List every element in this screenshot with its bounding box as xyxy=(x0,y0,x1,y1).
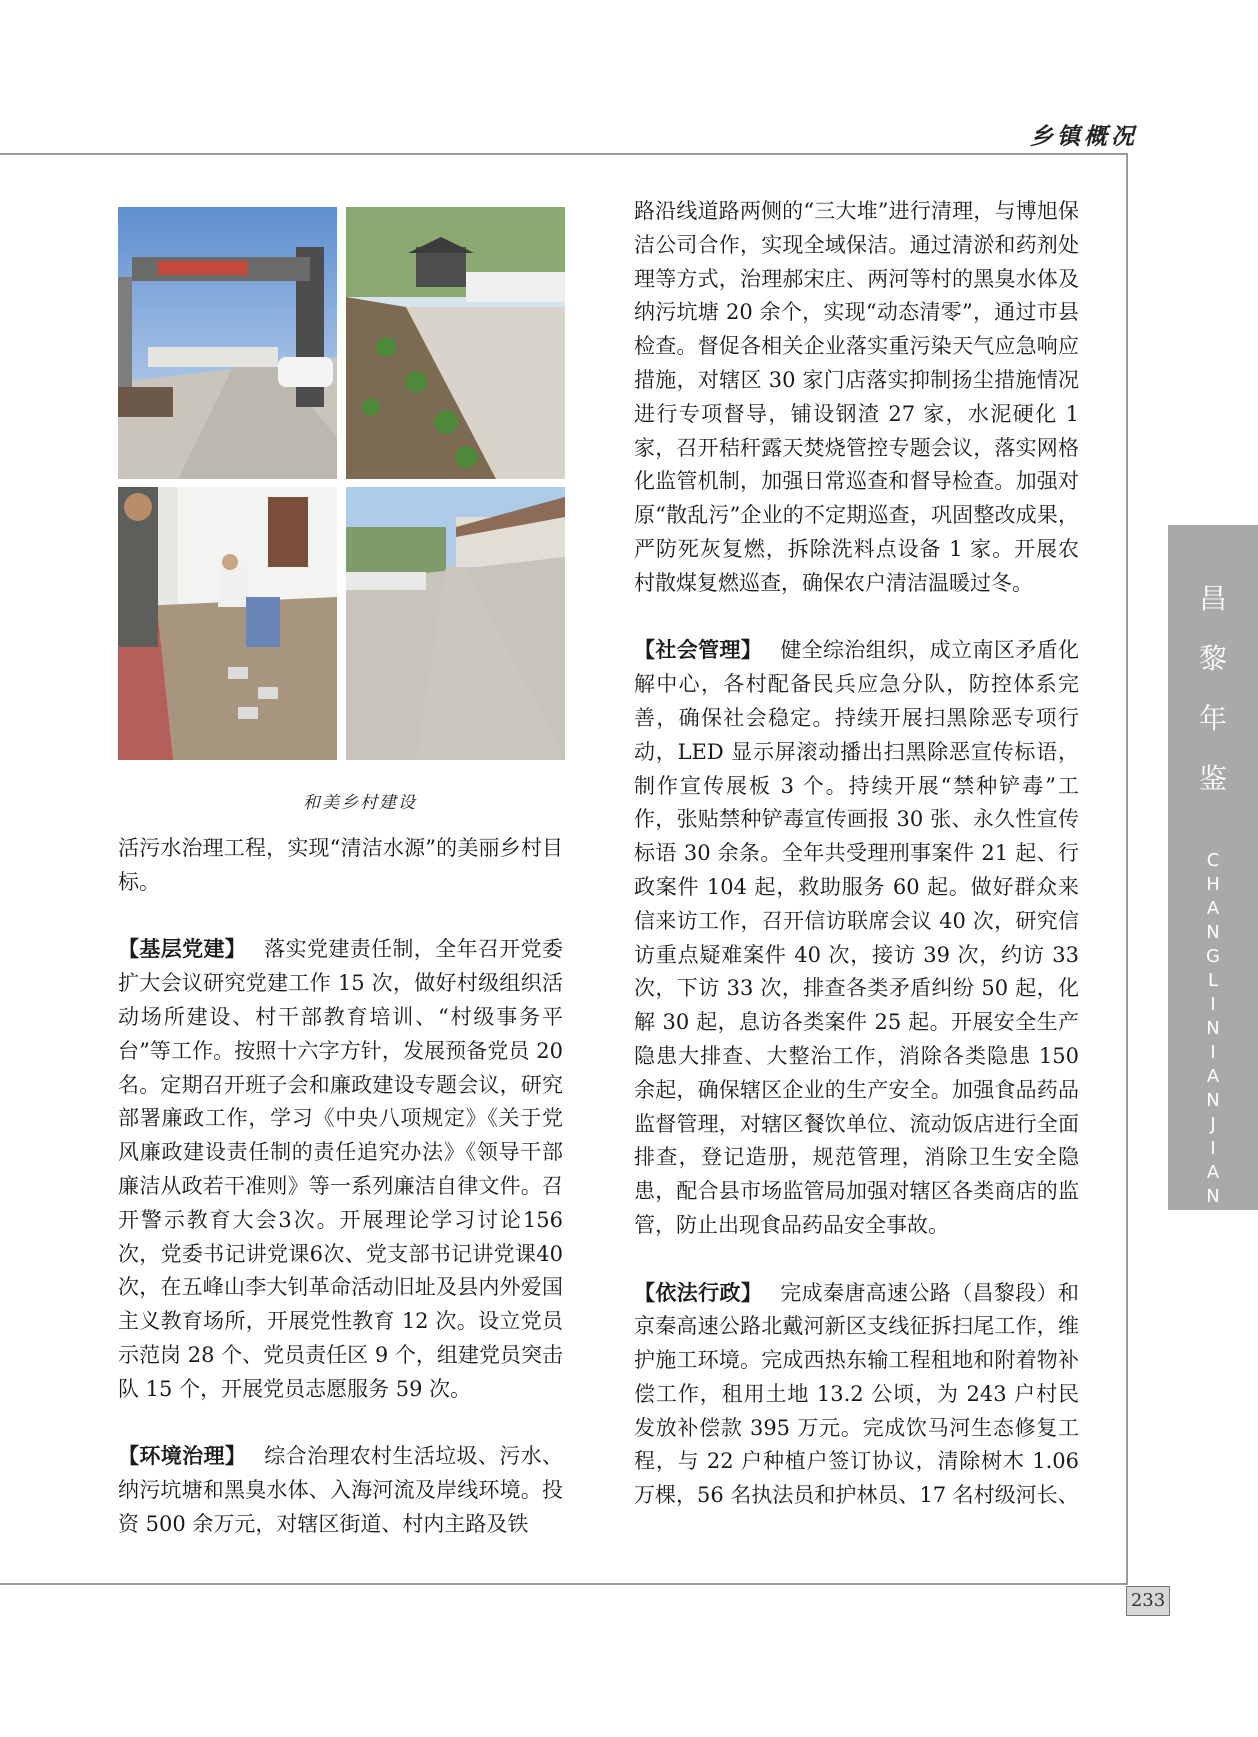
side-letter: I xyxy=(1210,1042,1216,1063)
section-text: 综合治理农村生活垃圾、污水、纳污坑塘和黑臭水体、入海河流及岸线环境。投资 500 余万元，对辖区街道、村内主路及铁 xyxy=(118,1444,564,1536)
photo-paving-work xyxy=(118,487,337,760)
section-text: 健全综治组织，成立南区矛盾化解中心，各村配备民兵应急分队，防控体系完善，确保社会稳定。持续开展扫黑除恶专项行动，LED 显示屏滚动播出扫黑除恶宣传标语，制作宣传展板 3 个。持续开展“禁种铲毒”工作，张贴禁种铲毒宣传画报 30 张、永久性宣传标语 30 余条。全年共受理刑事案件 21 起、行政案件 104 起，救助服务 60 起。做好群众来信来访工作，召开信访联席会议 40 次，研究信访重点疑难案件 40 次，接访 39 次，约访 33 次，下访 33 次，排查各类矛盾纠纷 50 起，化解 30 起，息访各类案件 25 起。开展安全生产隐患大排查、大整治工作，消除各类隐患 150 余起，确保辖区企业的生产安全。加强食品药品监督管理，对辖区餐饮单位、流动饭店进行全面排查，登记造册，规范管理，消除卫生安全隐患，配合县市场监管局加强对辖区各类商店的监管，防止出现食品药品安全事故。 xyxy=(634,638,1080,1237)
side-letter: C xyxy=(1206,850,1220,871)
left-column xyxy=(118,832,563,1542)
side-letter: A xyxy=(1206,1162,1220,1183)
side-letter: N xyxy=(1206,922,1220,943)
side-char: 年 xyxy=(1198,702,1227,735)
section-text: 落实党建责任制，全年召开党委扩大会议研究党建工作 15 次，做好村级组织活动场所建设、村干部教育培训、“村级事务平台”等工作。按照十六字方针，发展预备党员 20 名。定期召开班子会和廉政建设专题会议，研究部署廉政工作，学习《中央八项规定》《关于党风廉政建设责任制的责任追究办法》《领导干部廉洁从政若干准则》等一系列廉洁自律文件。召开警示教育大会3次。开展理论学习讨论156次，党委书记讲党课6次、党支部书记讲党课40次，在五峰山李大钊革命活动旧址及县内外爱国主义教育场所，开展党性教育 12 次。设立党员示范岗 28 个、党员责任区 9 个，组建党员突击队 15 个，开展党员志愿服务 59 次。 xyxy=(118,937,564,1401)
right-frame-rule xyxy=(1126,153,1128,1585)
side-tab-chinese xyxy=(1168,577,1258,817)
photo-village-gate xyxy=(118,207,337,479)
side-letter: L xyxy=(1207,970,1219,991)
side-letter: N xyxy=(1206,1018,1220,1039)
side-letter: I xyxy=(1210,1138,1216,1159)
photo-village-road xyxy=(346,487,565,760)
photo-roadside-greenbelt xyxy=(346,207,565,479)
side-letter: H xyxy=(1206,874,1220,895)
section-heading: 【环境治理】 xyxy=(118,1444,247,1469)
photo-caption: 和美乡村建设 xyxy=(303,793,417,813)
section-text: 完成秦唐高速公路（昌黎段）和京秦高速公路北戴河新区支线征拆扫尾工作，维护施工环境。完成西热东输工程租地和附着物补偿工作，租用土地 13.2 公顷，为 243 户村民发放补偿款 395 万元。完成饮马河生态修复工程，与 22 户种植户签订协议，清除树木 1.06 万棵，56 名执法员和护林员、17 名村级河长、 xyxy=(634,1280,1080,1508)
side-letter: N xyxy=(1206,1090,1220,1111)
bottom-rule xyxy=(0,1583,1128,1585)
right-column xyxy=(634,195,1079,1513)
section-social-management xyxy=(634,634,1079,1242)
side-letter: A xyxy=(1206,898,1220,919)
side-char: 黎 xyxy=(1198,642,1227,675)
section-law-administration xyxy=(634,1277,1079,1514)
section-heading: 【依法行政】 xyxy=(634,1280,763,1305)
page-number: 233 xyxy=(1126,1586,1170,1616)
section-environment xyxy=(118,1440,563,1541)
side-letter: I xyxy=(1210,994,1216,1015)
side-letter: A xyxy=(1206,1066,1220,1087)
continued-paragraph: 活污水治理工程，实现“清洁水源”的美丽乡村目标。 xyxy=(118,836,563,894)
continued-paragraph: 路沿线道路两侧的“三大堆”进行清理，与博旭保洁公司合作，实现全域保洁。通过清淤和药剂处理等方式，治理郝宋庄、两河等村的黑臭水体及纳污坑塘 20 余个，实现“动态清零”，通过市县检查。督促各相关企业落实重污染天气应急响应措施，对辖区 30 家门店落实抑制扬尘措施情况进行专项督导，铺设钢渣 27 家，水泥硬化 1 家，召开秸秆露天焚烧管控专题会议，落实网格化监管机制，加强日常巡查和督导检查。加强对原“散乱污”企业的不定期巡查，巩固整改成果，严防死灰复燃，拆除洗料点设备 1 家。开展农村散煤复燃巡查，确保农户清洁温暖过冬。 xyxy=(634,199,1079,595)
section-heading: 【基层党建】 xyxy=(118,937,247,962)
side-tab-english xyxy=(1168,850,1258,1210)
section-party-building xyxy=(118,933,563,1406)
section-title: 乡镇概况 xyxy=(1030,123,1138,150)
section-heading: 【社会管理】 xyxy=(634,638,763,663)
side-letter: N xyxy=(1206,1186,1220,1207)
side-tab-yearbook xyxy=(1168,525,1258,1210)
side-letter: G xyxy=(1206,946,1220,967)
side-char: 昌 xyxy=(1198,582,1227,615)
side-char: 鉴 xyxy=(1198,762,1227,795)
side-letter: J xyxy=(1210,1114,1216,1135)
top-rule xyxy=(0,153,1128,155)
